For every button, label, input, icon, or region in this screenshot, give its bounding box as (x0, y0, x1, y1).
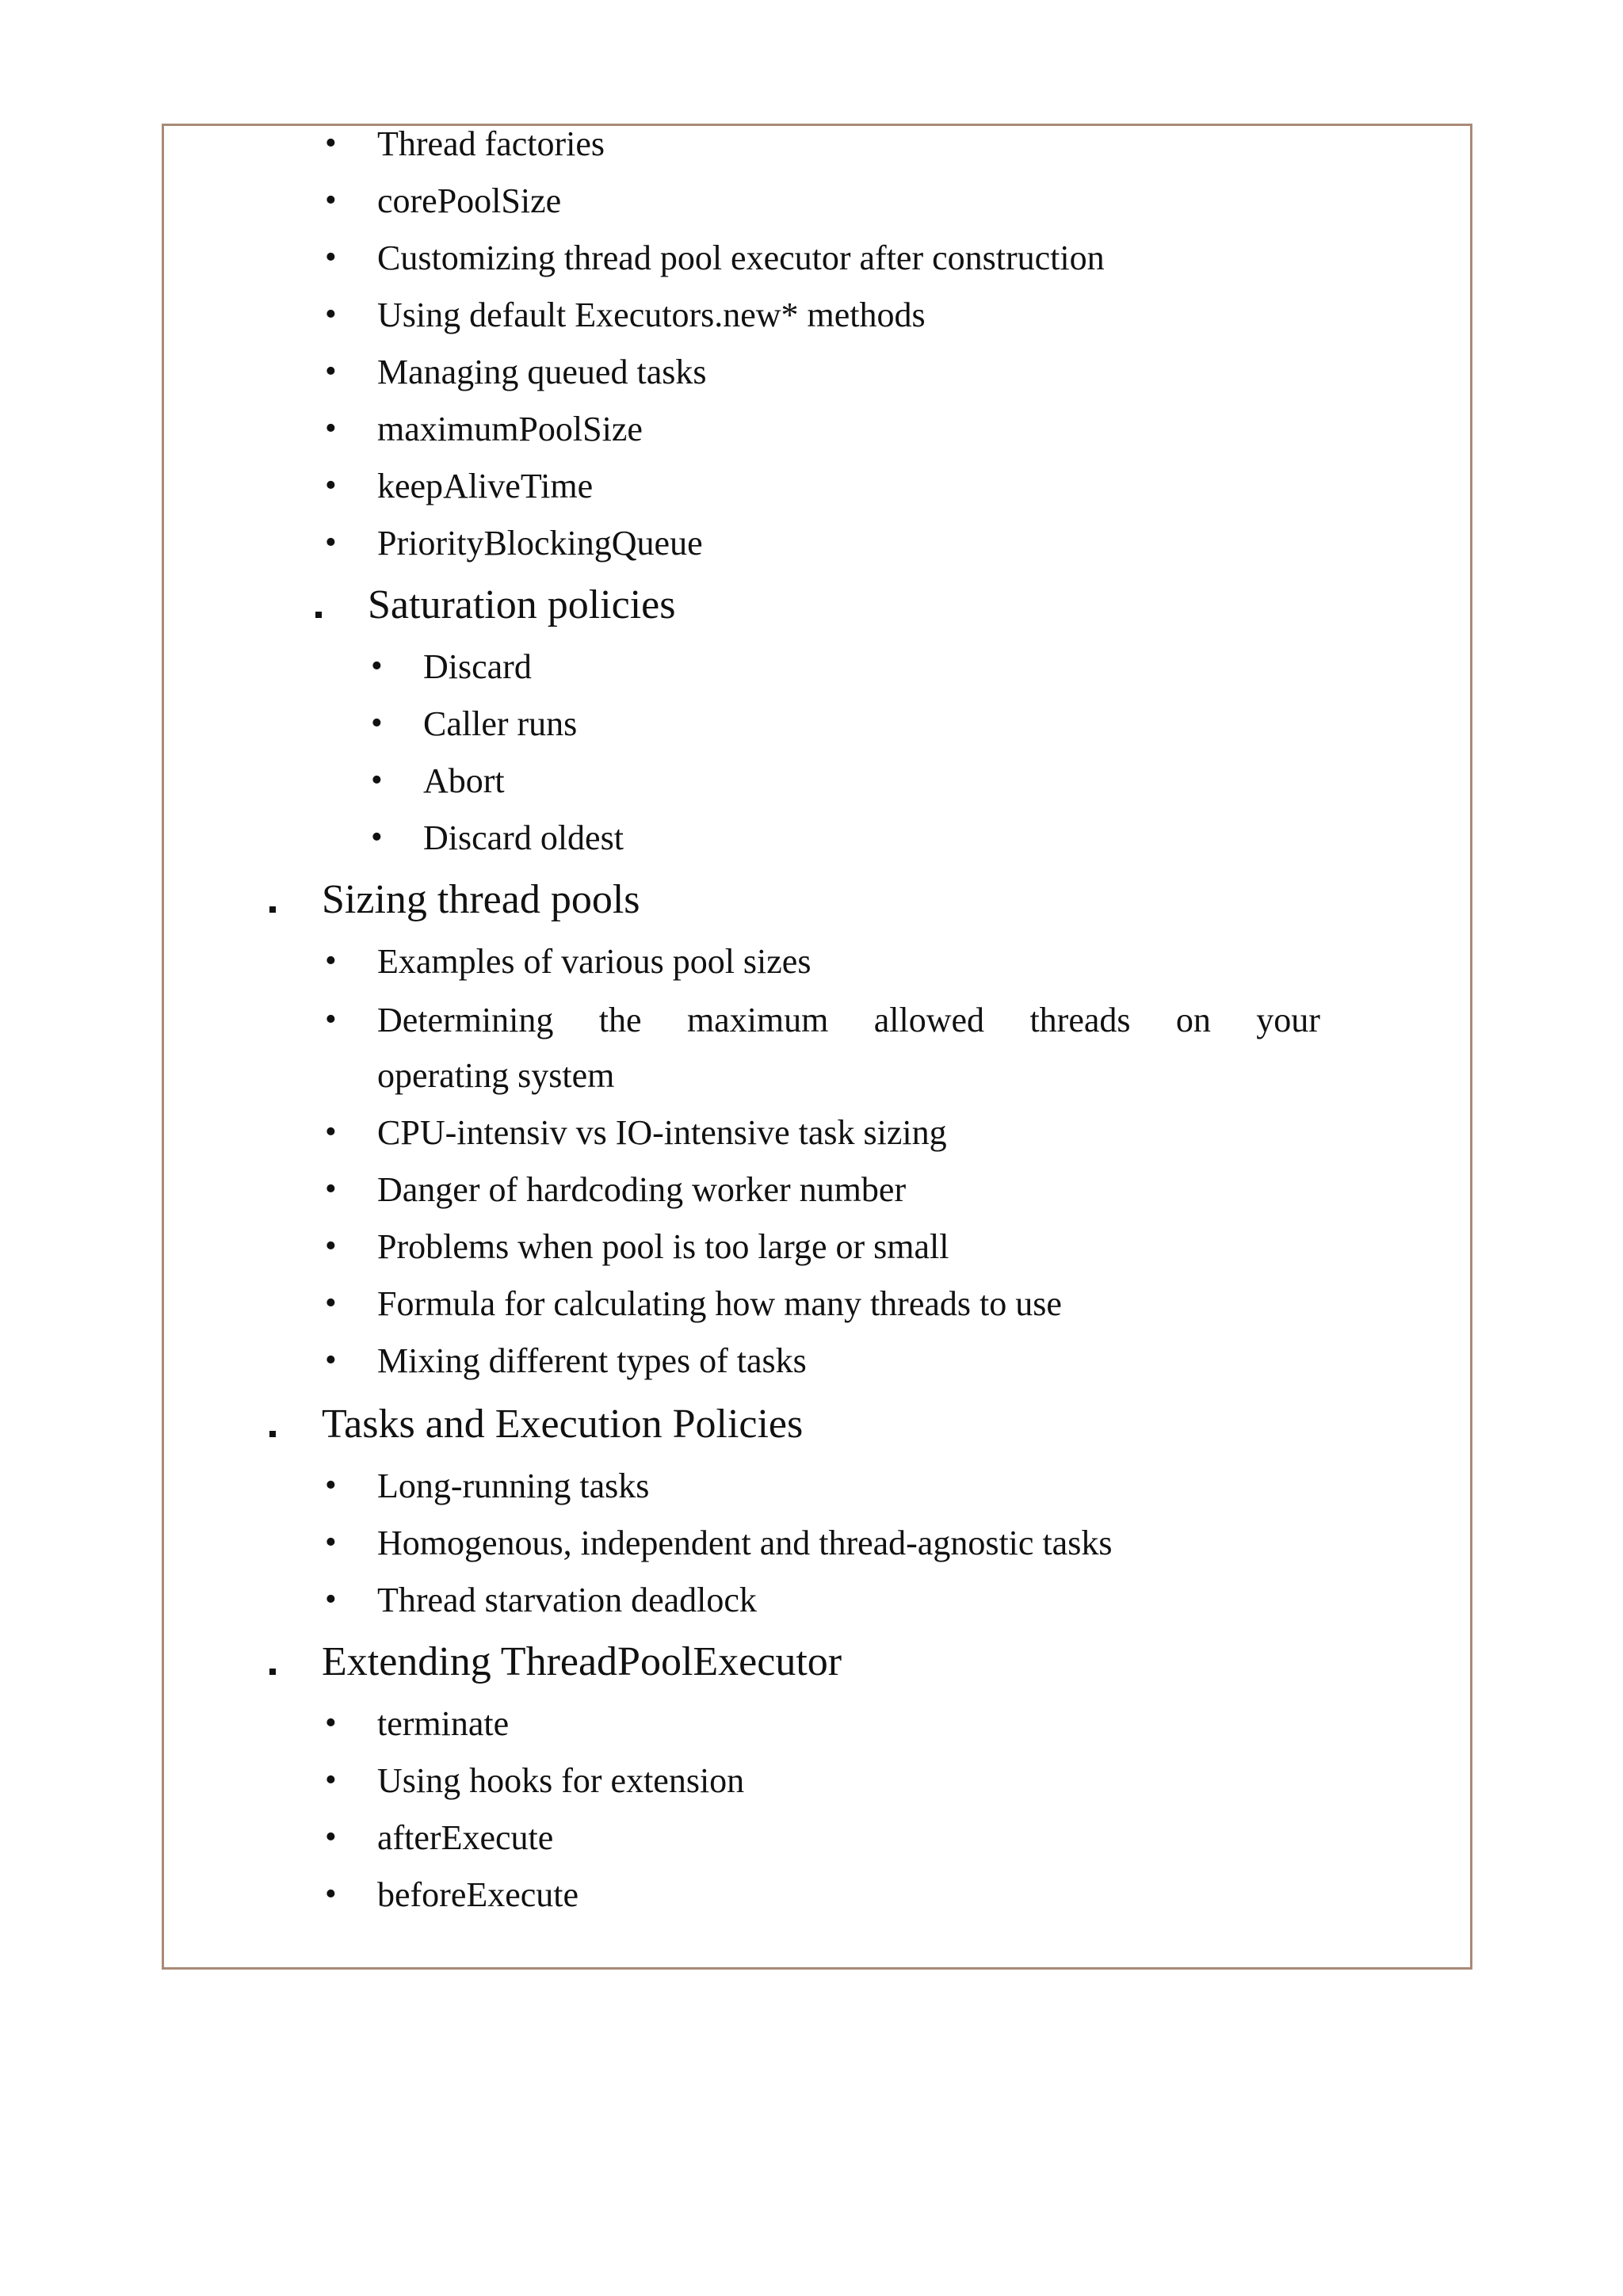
list-item: Formula for calculating how many threads to use (377, 1284, 1062, 1323)
list-item: Customizing thread pool executor after construction (377, 238, 1105, 277)
word: Determining (377, 1001, 554, 1039)
bullet-icon: • (325, 1114, 337, 1150)
content-frame (162, 124, 1472, 1970)
list-item: Discard (423, 647, 532, 686)
bullet-icon: • (325, 943, 337, 979)
bullet-icon: • (325, 125, 337, 162)
word: on (1175, 1001, 1211, 1039)
list-item: PriorityBlockingQueue (377, 524, 703, 563)
list-item: maximumPoolSize (377, 410, 643, 448)
list-item: Danger of hardcoding worker number (377, 1170, 907, 1209)
word: the (598, 1001, 642, 1039)
list-item-justified (377, 1003, 1320, 1038)
square-bullet-icon (269, 1669, 276, 1675)
bullet-icon: • (325, 1228, 337, 1264)
bullet-icon: • (325, 1524, 337, 1561)
bullet-icon: • (325, 1819, 337, 1855)
list-item: Examples of various pool sizes (377, 942, 812, 981)
bullet-icon: • (325, 353, 337, 390)
list-item: Abort (423, 761, 505, 800)
list-item-continuation: operating system (377, 1056, 615, 1095)
list-item: Using default Executors.new* methods (377, 296, 926, 334)
square-bullet-icon (269, 906, 276, 913)
list-item: Caller runs (423, 704, 578, 743)
section-heading-tasks: Tasks and Execution Policies (322, 1402, 804, 1447)
section-heading-sizing: Sizing thread pools (322, 877, 640, 922)
bullet-icon: • (371, 705, 383, 742)
bullet-icon: • (325, 524, 337, 561)
bullet-icon: • (325, 1467, 337, 1504)
list-item: Managing queued tasks (377, 353, 707, 391)
section-heading-extending: Extending ThreadPoolExecutor (322, 1639, 842, 1684)
list-item: corePoolSize (377, 181, 562, 220)
list-item: Problems when pool is too large or small (377, 1227, 949, 1266)
bullet-icon: • (325, 410, 337, 447)
list-item: keepAliveTime (377, 467, 594, 505)
word: allowed (873, 1001, 985, 1039)
list-item: Thread starvation deadlock (377, 1581, 757, 1619)
list-item: Discard oldest (423, 818, 624, 857)
square-bullet-icon (315, 612, 322, 618)
square-bullet-icon (269, 1431, 276, 1437)
word: threads (1029, 1001, 1131, 1039)
list-item: Using hooks for extension (377, 1761, 745, 1800)
word: your (1256, 1001, 1320, 1039)
list-item: Homogenous, independent and thread-agnostic tasks (377, 1524, 1113, 1562)
bullet-icon: • (325, 1001, 337, 1038)
bullet-icon: • (325, 1285, 337, 1322)
bullet-icon: • (325, 1762, 337, 1798)
bullet-icon: • (325, 239, 337, 276)
list-item: Long-running tasks (377, 1466, 650, 1505)
bullet-icon: • (325, 467, 337, 504)
bullet-icon: • (371, 762, 383, 799)
list-item: Thread factories (377, 124, 605, 163)
bullet-icon: • (371, 648, 383, 685)
list-item: terminate (377, 1704, 510, 1743)
bullet-icon: • (325, 1342, 337, 1379)
bullet-icon: • (325, 1705, 337, 1741)
list-item: afterExecute (377, 1818, 554, 1857)
bullet-icon: • (371, 819, 383, 856)
section-heading-saturation: Saturation policies (368, 582, 676, 627)
bullet-icon: • (325, 1876, 337, 1913)
word: maximum (686, 1001, 829, 1039)
bullet-icon: • (325, 1171, 337, 1207)
bullet-icon: • (325, 1581, 337, 1618)
list-item: Mixing different types of tasks (377, 1341, 807, 1380)
list-item: CPU-intensiv vs IO-intensive task sizing (377, 1113, 947, 1152)
bullet-icon: • (325, 296, 337, 333)
list-item: beforeExecute (377, 1875, 579, 1914)
bullet-icon: • (325, 182, 337, 219)
